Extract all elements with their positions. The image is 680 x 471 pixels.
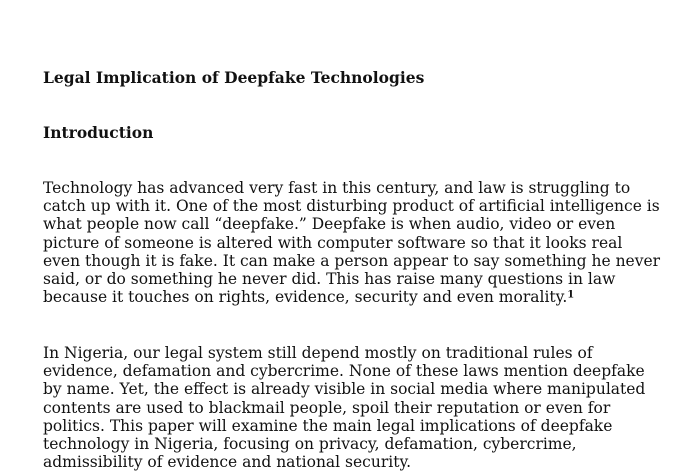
paragraph-line: Technology has advanced very fast in this century, and law is struggling to xyxy=(43,179,631,197)
paragraph-line: catch up with it. One of the most disturbing product of artificial intelligence is xyxy=(43,197,660,216)
paragraph-line: politics. This paper will examine the main legal implications of deepfake xyxy=(43,416,613,435)
document-title: Legal Implication of Deepfake Technologies xyxy=(43,68,425,87)
section-heading-introduction: Introduction xyxy=(43,123,154,142)
paragraph-line: what people now call “deepfake.” Deepfake is when audio, video or even xyxy=(43,215,616,234)
paragraph-line: evidence, defamation and cybercrime. None of these laws mention deepfake xyxy=(43,362,645,381)
paragraph-line: said, or do something he never did. This has raise many questions in law xyxy=(43,270,616,289)
paragraph-intro-2 xyxy=(43,344,646,471)
paragraph-intro-1 xyxy=(43,179,661,307)
paragraph-line: even though it is fake. It can make a person appear to say something he never xyxy=(43,251,661,270)
paragraph-line: contents are used to blackmail people, spoil their reputation or even for xyxy=(43,398,611,417)
paragraph-line: In Nigeria, our legal system still depend mostly on traditional rules of xyxy=(43,344,593,362)
paragraph-line-last xyxy=(43,288,643,306)
paragraph-line: by name. Yet, the effect is already visible in social media where manipulated xyxy=(43,380,646,399)
paragraph-line-text: because it touches on rights, evidence, security and even morality. xyxy=(43,288,568,307)
paragraph-line: admissibility of evidence and national security. xyxy=(43,453,412,471)
paragraph-line: picture of someone is altered with computer software so that it looks real xyxy=(43,233,623,252)
footnote-reference[interactable]: 1 xyxy=(567,289,575,301)
paragraph-line: technology in Nigeria, focusing on privacy, defamation, cybercrime, xyxy=(43,435,577,454)
